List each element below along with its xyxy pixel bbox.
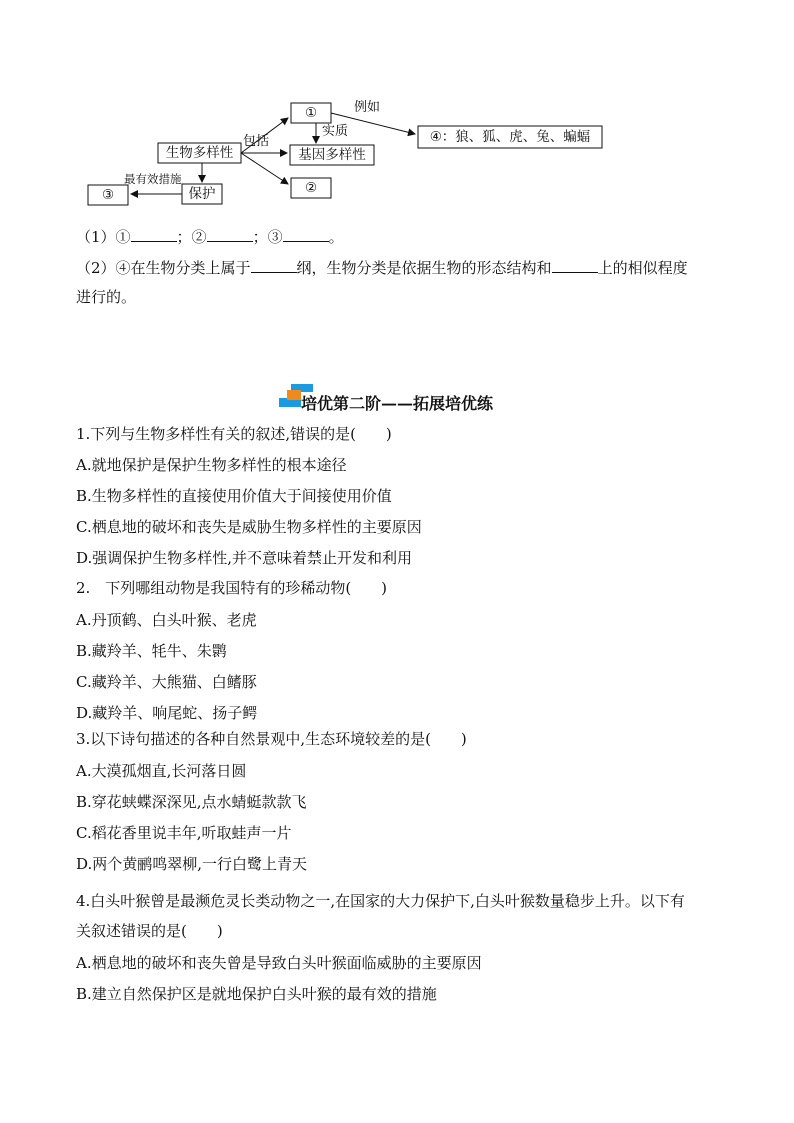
box-circle2: ② [304,180,318,196]
q1-blank-3 [283,227,329,242]
q1-end: 。 [328,228,344,246]
biodiversity-concept-diagram [0,0,794,220]
question-3-option-a: A.大漠孤烟直,长河落日圆 [76,762,247,780]
question-3-option-b: B.穿花蛱蝶深深见,点水蜻蜓款款飞 [76,793,307,811]
fill-question-2-line2: 进行的。 [76,288,137,306]
question-3-option-c: C.稻花香里说丰年,听取蛙声一片 [76,824,292,842]
question-4-option-b: B.建立自然保护区是就地保护白头叶猴的最有效的措施 [76,985,437,1003]
label-essence: 实质 [322,124,349,139]
question-1-option-b: B.生物多样性的直接使用价值大于间接使用价值 [76,487,392,505]
question-2-option-a: A.丹顶鹤、白头叶猴、老虎 [76,611,257,629]
q2-blank-2 [552,258,598,273]
q1-sep1: ；② [176,228,207,246]
q2-suffix: 上的相似程度 [597,259,688,277]
q1-sep2: ；③ [252,228,283,246]
fill-question-2 [76,257,688,279]
question-1-option-c: C.栖息地的破坏和丧失是威胁生物多样性的主要原因 [76,518,422,536]
question-2-option-d: D.藏羚羊、响尾蛇、扬子鳄 [76,704,258,722]
fill-question-1 [76,226,344,248]
q1-blank-1 [131,227,177,242]
question-2-option-c: C.藏羚羊、大熊猫、白鳍豚 [76,673,257,691]
question-1-stem: 1.下列与生物多样性有关的叙述,错误的是( ) [76,425,392,443]
box-protect: 保护 [188,186,216,202]
box-biodiversity: 生物多样性 [165,145,234,161]
section-title: 培优第二阶——拓展培优练 [300,394,493,413]
label-most-effective: 最有效措施 [124,172,182,186]
box-circle3: ③ [101,187,115,203]
q2-blank-1 [251,258,297,273]
box-circle1: ① [304,105,318,121]
box-circle4-example: ④：狼、狐、虎、兔、蝙蝠 [429,129,591,145]
label-include: 包括 [243,134,270,149]
question-3-stem: 3.以下诗句描述的各种自然景观中,生态环境较差的是( ) [76,730,467,748]
q2-prefix: （2）④在生物分类上属于 [76,259,251,277]
question-4-stem: 4.白头叶猴曾是最濒危灵长类动物之一,在国家的大力保护下,白头叶猴数量稳步上升。以下有 [76,892,685,910]
q1-prefix: （1）① [76,228,131,246]
question-1-option-a: A.就地保护是保护生物多样性的根本途径 [76,456,347,474]
question-4-stem-line2: 关叙述错误的是( ) [76,922,223,940]
question-2-option-b: B.藏羚羊、牦牛、朱鹮 [76,642,227,660]
question-4-option-a: A.栖息地的破坏和丧失曾是导致白头叶猴面临威胁的主要原因 [76,954,482,972]
question-2-stem: 2. 下列哪组动物是我国特有的珍稀动物( ) [76,579,388,597]
q1-blank-2 [207,227,253,242]
q2-middle: 纲，生物分类是依据生物的形态结构和 [296,259,552,277]
question-3-option-d: D.两个黄鹂鸣翠柳,一行白鹭上青天 [76,855,308,873]
box-gene-diversity: 基因多样性 [298,147,366,163]
label-example: 例如 [354,100,381,115]
question-1-option-d: D.强调保护生物多样性,并不意味着禁止开发和利用 [76,549,413,567]
